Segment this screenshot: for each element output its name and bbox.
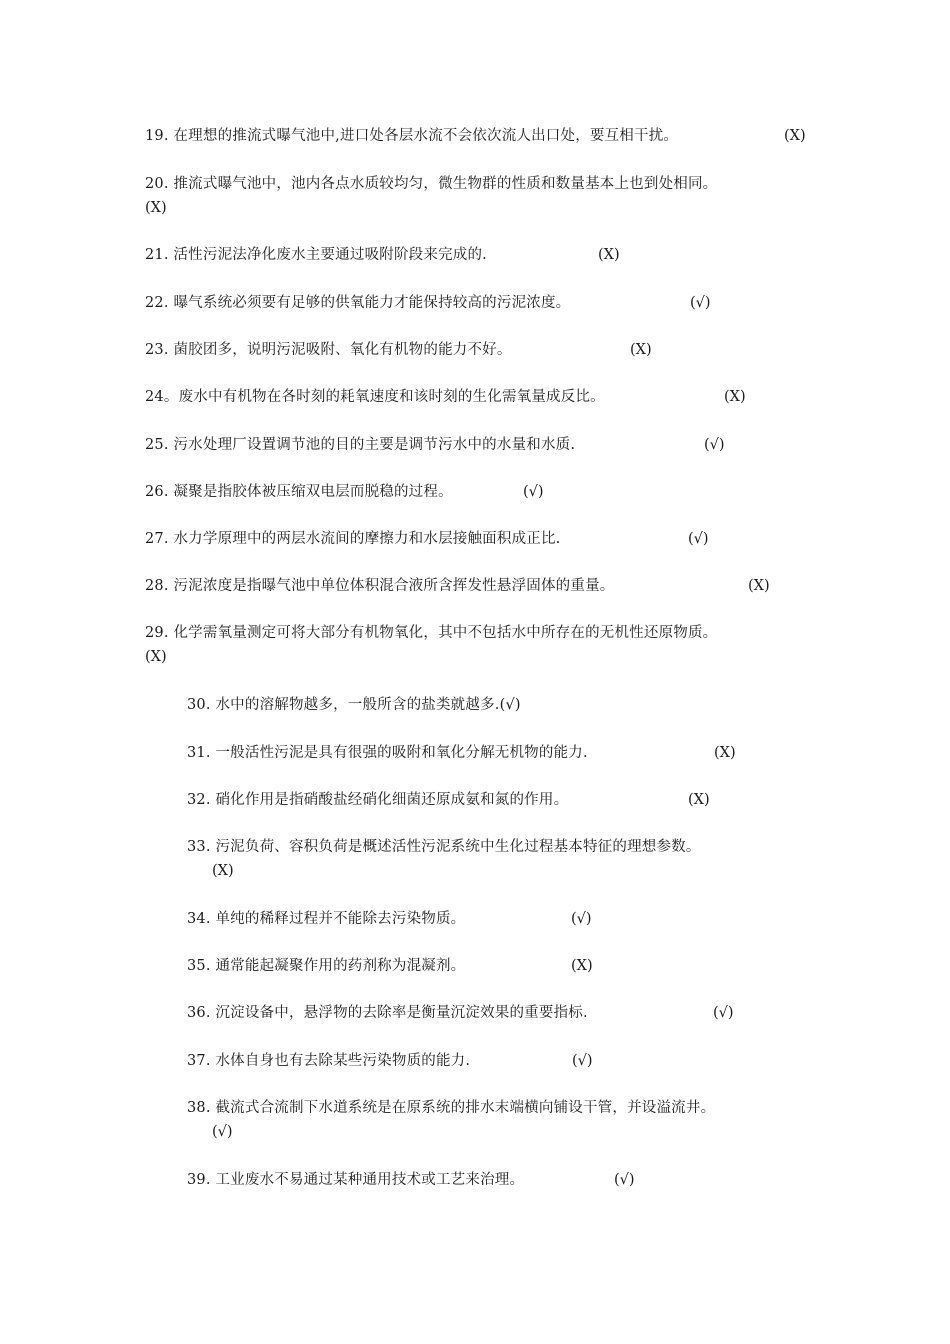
question-text: 菌胶团多，说明污泥吸附、氧化有机物的能力不好。 — [173, 342, 512, 358]
question-number: 19. — [145, 128, 169, 144]
question-number: 39. — [187, 1172, 211, 1188]
question-text: 废水中有机物在各时刻的耗氧速度和该时刻的生化需氧量成反比。 — [178, 389, 605, 405]
question-37 — [187, 1050, 470, 1073]
question-29-answer: (X) — [145, 649, 167, 665]
question-36 — [187, 1002, 588, 1025]
question-number: 38. — [187, 1100, 211, 1116]
question-25 — [145, 434, 575, 457]
question-24 — [145, 386, 605, 409]
question-28 — [145, 575, 614, 598]
question-24-answer: (X) — [724, 389, 746, 405]
question-text: 一般活性污泥是具有很强的吸附和氧化分解无机物的能力. — [215, 745, 588, 761]
question-number: 30. — [187, 697, 211, 713]
question-34 — [187, 908, 465, 931]
question-number: 26. — [145, 484, 169, 500]
question-text: 工业废水不易通过某种通用技术或工艺来治理。 — [215, 1172, 525, 1188]
question-text: 活性污泥法净化废水主要通过吸附阶段来完成的. — [173, 247, 487, 263]
question-33 — [187, 836, 701, 859]
question-36-answer: (√) — [713, 1005, 734, 1021]
question-27-answer: (√) — [688, 531, 709, 547]
question-number: 22. — [145, 295, 169, 311]
question-text: 推流式曝气池中，池内各点水质较均匀，微生物群的性质和数量基本上也到处相同。 — [173, 176, 718, 192]
question-22 — [145, 292, 570, 315]
question-text: 单纯的稀释过程并不能除去污染物质。 — [215, 911, 466, 927]
question-number: 28. — [145, 578, 169, 594]
question-number: 27. — [145, 531, 169, 547]
question-35 — [187, 955, 465, 978]
question-20-answer: (X) — [145, 200, 167, 216]
question-number: 34. — [187, 911, 211, 927]
question-text: 通常能起凝聚作用的药剂称为混凝剂。 — [215, 958, 466, 974]
question-number: 31. — [187, 745, 211, 761]
question-number: 29. — [145, 625, 169, 641]
question-34-answer: (√) — [571, 911, 592, 927]
question-text: 水中的溶解物越多，一般所含的盐类就越多. — [215, 697, 500, 713]
question-text: 污泥浓度是指曝气池中单位体积混合液所含挥发性悬浮固体的重量。 — [173, 578, 615, 594]
question-38-answer: (√) — [212, 1124, 233, 1140]
question-32 — [187, 789, 568, 812]
question-31 — [187, 742, 588, 765]
question-number: 23. — [145, 342, 169, 358]
question-31-answer: (X) — [714, 745, 736, 761]
question-text: 截流式合流制下水道系统是在原系统的排水末端横向铺设干管，并设溢流井。 — [215, 1100, 716, 1116]
question-number: 35. — [187, 958, 211, 974]
question-30-answer: (√) — [499, 697, 521, 713]
question-text: 凝聚是指胶体被压缩双电层而脱稳的过程。 — [173, 484, 453, 500]
question-28-answer: (X) — [748, 578, 770, 594]
question-text: 在理想的推流式曝气池中,进口处各层水流不会依次流人出口处，要互相干扰。 — [173, 128, 679, 144]
question-number: 24。 — [145, 389, 179, 405]
question-23 — [145, 339, 512, 362]
question-30 — [187, 694, 521, 717]
question-number: 21. — [145, 247, 169, 263]
question-number: 25. — [145, 437, 169, 453]
question-39 — [187, 1169, 524, 1192]
question-number: 20. — [145, 176, 169, 192]
question-27 — [145, 528, 561, 551]
question-text: 水体自身也有去除某些污染物质的能力. — [215, 1053, 471, 1069]
question-21 — [145, 244, 487, 267]
question-26 — [145, 481, 453, 504]
question-33-answer: (X) — [212, 863, 234, 879]
question-text: 污泥负荷、容积负荷是概述活性污泥系统中生化过程基本特征的理想参数。 — [215, 839, 701, 855]
question-text: 硝化作用是指硝酸盐经硝化细菌还原成氨和氮的作用。 — [215, 792, 569, 808]
question-19-answer: (X) — [784, 128, 806, 144]
question-35-answer: (X) — [571, 958, 593, 974]
question-25-answer: (√) — [704, 437, 725, 453]
question-32-answer: (X) — [688, 792, 710, 808]
question-19 — [145, 125, 678, 148]
question-text: 沉淀设备中，悬浮物的去除率是衡量沉淀效果的重要指标. — [215, 1005, 588, 1021]
question-number: 32. — [187, 792, 211, 808]
question-text: 化学需氧量测定可将大部分有机物氧化，其中不包括水中所存在的无机性还原物质。 — [173, 625, 718, 641]
question-26-answer: (√) — [523, 484, 544, 500]
question-number: 36. — [187, 1005, 211, 1021]
question-text: 曝气系统必须要有足够的供氧能力才能保持较高的污泥浓度。 — [173, 295, 571, 311]
question-number: 37. — [187, 1053, 211, 1069]
question-number: 33. — [187, 839, 211, 855]
question-38 — [187, 1097, 715, 1120]
question-23-answer: (X) — [630, 342, 652, 358]
question-29 — [145, 622, 717, 645]
question-39-answer: (√) — [614, 1172, 635, 1188]
question-text: 水力学原理中的两层水流间的摩擦力和水层接触面积成正比. — [173, 531, 561, 547]
question-21-answer: (X) — [598, 247, 620, 263]
question-22-answer: (√) — [690, 295, 711, 311]
question-37-answer: (√) — [572, 1053, 593, 1069]
question-20 — [145, 173, 717, 196]
question-text: 污水处理厂设置调节池的目的主要是调节污水中的水量和水质. — [173, 437, 576, 453]
